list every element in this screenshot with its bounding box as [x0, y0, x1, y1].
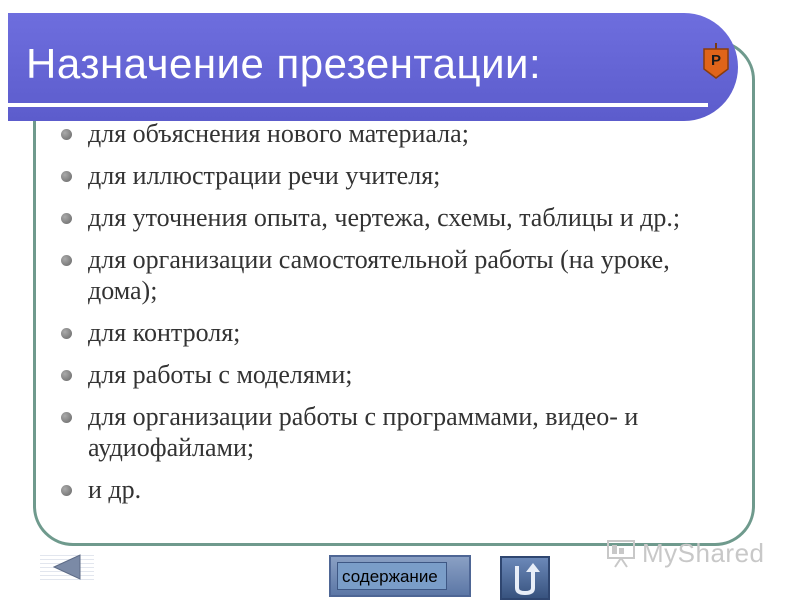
list-item: для контроля; — [55, 317, 735, 348]
list-item: для работы с моделями; — [55, 359, 735, 390]
return-up-icon — [502, 558, 548, 598]
list-item: для объяснения нового материала; — [55, 118, 735, 149]
p-badge-icon — [702, 43, 730, 79]
p-badge-letter: P — [710, 52, 722, 69]
presentation-board-icon — [606, 538, 636, 568]
title-underline — [8, 103, 708, 107]
list-item: для организации работы с программами, видео- и аудиофайлами; — [55, 401, 735, 463]
arrow-left-icon — [40, 552, 94, 582]
watermark — [606, 536, 766, 570]
back-button[interactable] — [40, 552, 94, 582]
return-button[interactable] — [500, 556, 550, 600]
watermark-text: MyShared — [642, 537, 765, 568]
contents-button[interactable] — [329, 555, 471, 597]
list-item: для иллюстрации речи учителя; — [55, 160, 735, 191]
bullet-list — [55, 118, 735, 516]
slide-title: Назначение презентации: — [26, 40, 542, 87]
list-item: для уточнения опыта, чертежа, схемы, таблицы и др.; — [55, 202, 735, 233]
list-item: для организации самостоятельной работы (на уроке, дома); — [55, 244, 735, 306]
contents-button-label: содержание — [337, 562, 447, 590]
list-item: и др. — [55, 474, 735, 505]
